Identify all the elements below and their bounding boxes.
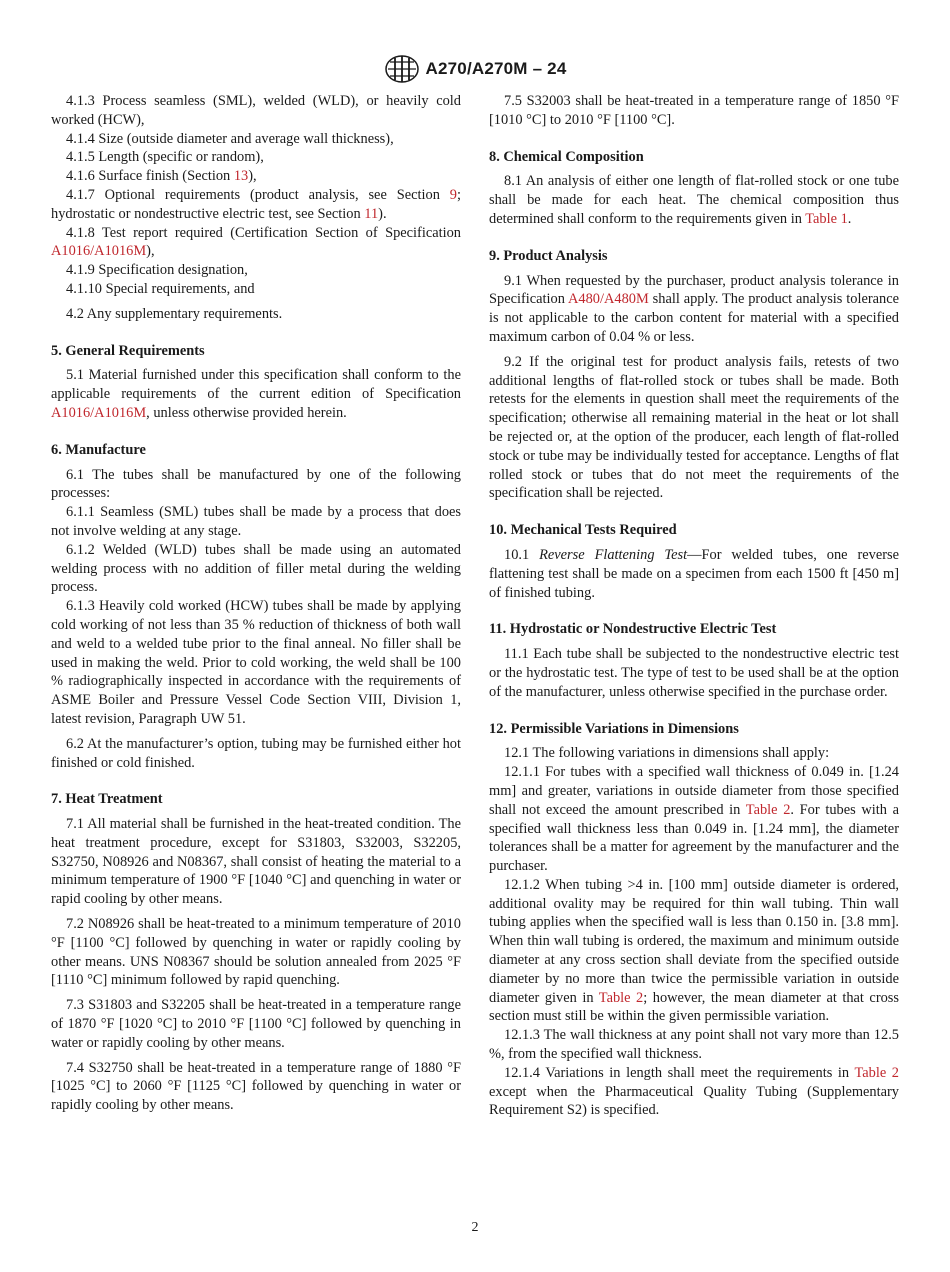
section-heading-12: 12. Permissible Variations in Dimensions bbox=[489, 720, 739, 737]
section-13-link[interactable]: 13 bbox=[233, 168, 249, 185]
paragraph-9-2: 9.2 If the original test for product analysis fails, retests of two additional lengths of flat-rolled stock or tubes shall be made. Both retests for the elements in question shall meet the requirements of the specification; otherwise all remaining material in the heat or lot shall be rejected or, at the option of the producer, each length of flat-rolled stock or tube may be individually tested for acceptance. Lengths of flat rolled stock or tubes that do not meet the requirements of the specification shall be rejected. bbox=[489, 353, 899, 502]
left-column bbox=[51, 92, 461, 1115]
paragraph-6-1-1: 6.1.1 Seamless (SML) tubes shall be made by a process that does not involve welding at any stage. bbox=[51, 504, 461, 539]
paragraph-4-1-8: 4.1.8 Test report required (Certification Section of Specification A1016/A1016M), bbox=[51, 224, 461, 260]
paragraph-4-1-3: 4.1.3 Process seamless (SML), welded (WLD), or heavily cold worked (HCW), bbox=[51, 93, 461, 128]
paragraph-11-1: 11.1 Each tube shall be subjected to the nondestructive electric test or the hydrostatic test. The type of test to be used shall be at the option of the manufacturer, unless otherwise specified in the purchase order. bbox=[489, 646, 899, 700]
table-1-link[interactable]: Table 1 bbox=[805, 210, 848, 227]
section-heading-5: 5. General Requirements bbox=[51, 342, 205, 359]
paragraph-7-1: 7.1 All material shall be furnished in the heat-treated condition. The heat treatment procedure, except for S31803, S32003, S32205, S32750, N08926 and N08367, shall consist of heating the material to a minimum temperature of 1900 °F [1040 °C] and quenching in water or rapid cooling by other means. bbox=[51, 816, 461, 908]
astm-logo-icon bbox=[384, 54, 420, 84]
document-title: A270/A270M – 24 bbox=[425, 59, 567, 78]
paragraph-12-1-3: 12.1.3 The wall thickness at any point shall not vary more than 12.5 %, from the specified wall thickness. bbox=[489, 1027, 899, 1063]
reverse-flattening-test-term: Reverse Flattening Test bbox=[539, 546, 688, 563]
paragraph-4-1-9: 4.1.9 Specification designation, bbox=[66, 262, 248, 279]
paragraph-7-3: 7.3 S31803 and S32205 shall be heat-treated in a temperature range of 1870 °F [1020 °C] to 2010 °F [1100 °C] followed by quenching in water or rapidly cooling by other means. bbox=[51, 997, 461, 1051]
paragraph-5-1: 5.1 Material furnished under this specification shall conform to the applicable requirements of the current edition of Specification A1016/A1016M, unless otherwise provided herein. bbox=[51, 367, 461, 421]
paragraph-4-1-10: 4.1.10 Special requirements, and bbox=[66, 280, 255, 297]
paragraph-12-1-4: 12.1.4 Variations in length shall meet the requirements in Table 2 except when the Pharmaceutical Quality Tubing (Supplementary Requirement S2) is specified. bbox=[489, 1064, 900, 1119]
paragraph-4-1-4: 4.1.4 Size (outside diameter and average wall thickness), bbox=[66, 130, 394, 147]
paragraph-7-5: 7.5 S32003 shall be heat-treated in a temperature range of 1850 °F [1010 °C] to 2010 °F [1100 °C]. bbox=[489, 93, 899, 128]
paragraph-7-2: 7.2 N08926 shall be heat-treated to a minimum temperature of 2010 °F [1100 °C] followed by quenching in water or rapidly cooling by other means. UNS N08367 should be solution annealed from 2025 °F [1110 °C] minimum followed by rapid quenching. bbox=[51, 916, 461, 989]
paragraph-12-1-1: 12.1.1 For tubes with a specified wall thickness of 0.049 in. [1.24 mm] and greater, variations in outside diameter from those specified shall not exceed the amount prescribed in Table 2. For tubes with a specified wall thickness less than 0.049 in. [1.24 mm], the diameter tolerances shall be a matter for agreement by the manufacturer and the purchaser. bbox=[489, 764, 900, 875]
paragraph-6-1-2: 6.1.2 Welded (WLD) tubes shall be made using an automated welding process with no addition of filler metal during the welding process. bbox=[51, 541, 461, 596]
paragraph-12-1-2: 12.1.2 When tubing >4 in. [100 mm] outside diameter is ordered, additional ovality may be required for thin wall tubing. Thin wall tubing applies when the specified wall is less than 0.150 in. [3.8 mm]. When thin wall tubing is ordered, the maximum and minimum outside diameter at any cross section shall deviate from the specified outside diameter by no more than twice the permissible variation in outside diameter given in Table 2; however, the mean diameter at that cross section must still be within the given permissible variation. bbox=[489, 876, 900, 1025]
paragraph-4-1-7: 4.1.7 Optional requirements (product analysis, see Section 9; hydrostatic or nondestructive electric test, see Section 11). bbox=[51, 186, 461, 222]
paragraph-9-1: 9.1 When requested by the purchaser, product analysis tolerance in Specification A480/A480M shall apply. The product analysis tolerance is not applicable to the carbon content for material with a specified maximum carbon of 0.04 % or less. bbox=[489, 272, 900, 345]
table-2-link[interactable]: Table 2 bbox=[745, 801, 791, 818]
section-9-link[interactable]: 9 bbox=[449, 186, 457, 203]
section-heading-7: 7. Heat Treatment bbox=[51, 791, 163, 808]
paragraph-7-4: 7.4 S32750 shall be heat-treated in a temperature range of 1880 °F [1025 °C] to 2060 °F [1125 °C] followed by quenching in water or rapidly cooling by other means. bbox=[51, 1059, 461, 1114]
paragraph-6-2: 6.2 At the manufacturer’s option, tubing may be furnished either hot finished or cold finished. bbox=[51, 735, 461, 771]
paragraph-12-1: 12.1 The following variations in dimensions shall apply: bbox=[504, 745, 830, 762]
paragraph-10-1: 10.1 Reverse Flattening Test—For welded tubes, one reverse flattening test shall be made on a specimen from each 1500 ft [450 m] of finished tubing. bbox=[489, 546, 900, 601]
a1016-link[interactable]: A1016/A1016M bbox=[51, 243, 147, 260]
right-column bbox=[489, 92, 899, 1120]
paragraph-4-1-5: 4.1.5 Length (specific or random), bbox=[66, 149, 264, 166]
section-heading-11: 11. Hydrostatic or Nondestructive Electric Test bbox=[489, 621, 777, 638]
section-heading-8: 8. Chemical Composition bbox=[489, 148, 644, 165]
paragraph-4-2: 4.2 Any supplementary requirements. bbox=[66, 305, 283, 322]
table-2-link[interactable]: Table 2 bbox=[854, 1064, 900, 1081]
section-heading-10: 10. Mechanical Tests Required bbox=[489, 522, 677, 539]
a480-link[interactable]: A480/A480M bbox=[568, 291, 649, 308]
paragraph-6-1-3: 6.1.3 Heavily cold worked (HCW) tubes shall be made by applying cold working of not less than 35 % reduction of thickness of both wall and weld to a welded tube prior to the final anneal. No filler shall be used in making the weld. Prior to cold working, the weld shall be 100 % radiographically inspected in accordance with the requirements of ASME Boiler and Pressure Vessel Code Section VIII, Division 1, latest revision, Paragraph UW 51. bbox=[51, 598, 461, 727]
page-header bbox=[0, 54, 950, 84]
a1016-link[interactable]: A1016/A1016M bbox=[51, 404, 147, 421]
section-11-link[interactable]: 11 bbox=[364, 205, 379, 222]
paragraph-4-1-6: 4.1.6 Surface finish (Section 13), bbox=[66, 168, 257, 185]
page-number: 2 bbox=[471, 1220, 479, 1235]
table-2-link[interactable]: Table 2 bbox=[598, 989, 644, 1006]
section-heading-6: 6. Manufacture bbox=[51, 441, 146, 458]
paragraph-6-1: 6.1 The tubes shall be manufactured by one of the following processes: bbox=[51, 466, 461, 502]
paragraph-8-1: 8.1 An analysis of either one length of flat-rolled stock or one tube shall be made for each heat. The chemical composition thus determined shall conform to the requirements given in Table 1. bbox=[489, 173, 899, 227]
section-heading-9: 9. Product Analysis bbox=[489, 247, 608, 264]
